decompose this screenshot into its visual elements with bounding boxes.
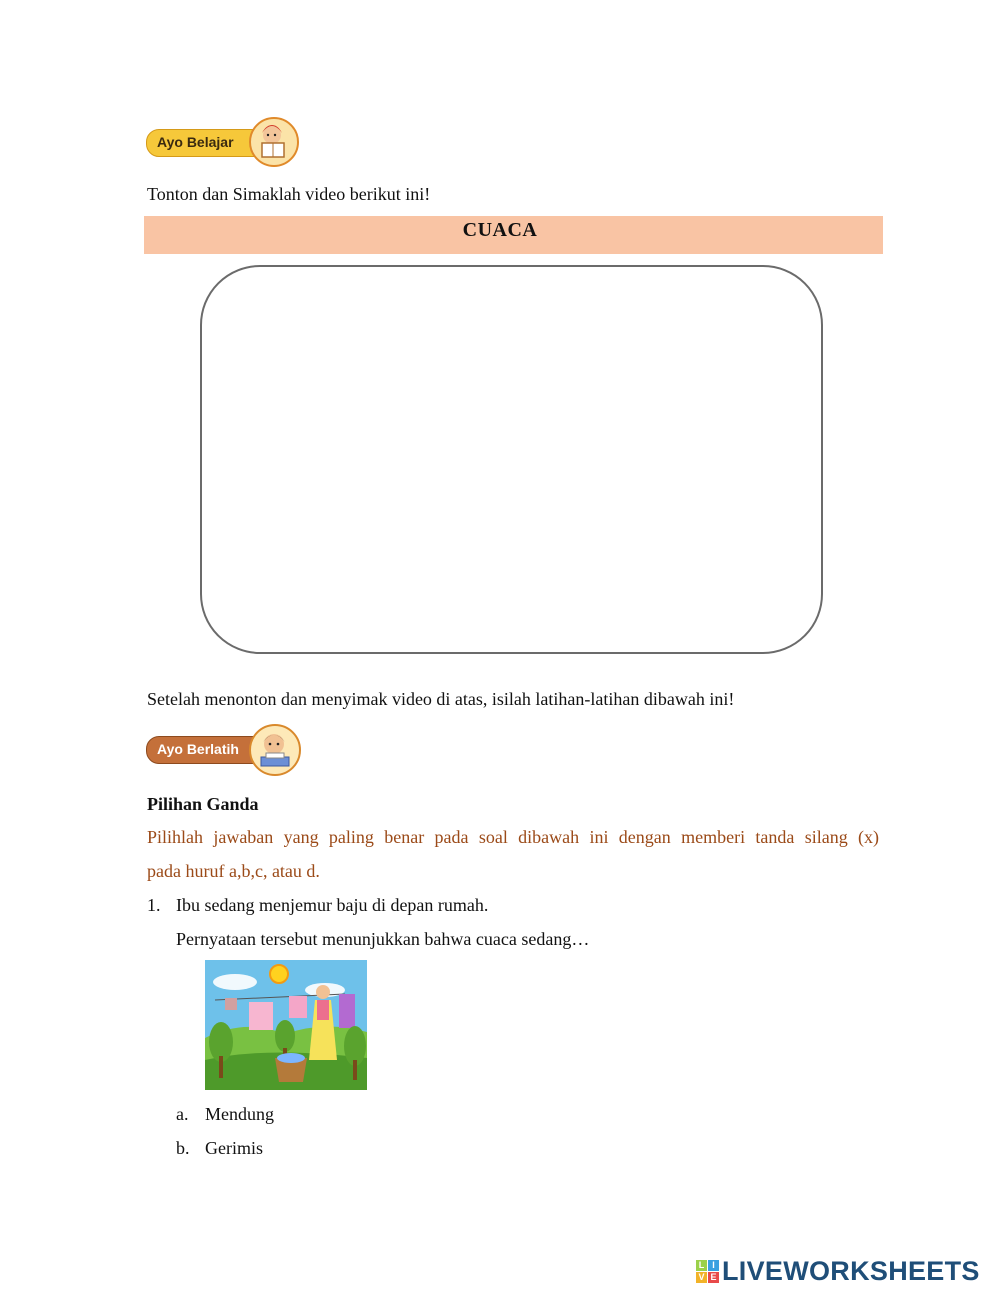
after-video-text: Setelah menonton dan menyimak video di atas, isilah latihan-latihan dibawah ini!	[147, 689, 735, 709]
intro-text: Tonton dan Simaklah video berikut ini!	[147, 184, 431, 204]
option-letter: b.	[176, 1138, 190, 1158]
cube-letter: E	[708, 1272, 719, 1283]
cube-letter: L	[696, 1260, 707, 1271]
video-player[interactable]	[200, 265, 823, 654]
question-text: Ibu sedang menjemur baju di depan rumah.	[176, 895, 489, 915]
question-number: 1.	[147, 895, 161, 915]
liveworksheets-logo[interactable]	[696, 1256, 980, 1286]
instruction-line-1: Pilihlah jawaban yang paling benar pada soal dibawah ini dengan memberi tanda silang (x)	[147, 827, 879, 847]
brand-name: LIVEWORKSHEETS	[722, 1256, 980, 1286]
banner-title: CUACA	[462, 219, 538, 241]
studying-boy-icon	[246, 722, 304, 778]
option-b-text[interactable]: Gerimis	[205, 1138, 263, 1158]
cube-letter: V	[696, 1272, 707, 1283]
logo-cube-icon	[696, 1260, 719, 1283]
badge-label: Ayo Berlatih	[157, 741, 239, 757]
option-a-text[interactable]: Mendung	[205, 1104, 274, 1124]
cube-letter: I	[708, 1260, 719, 1271]
section-heading: Pilihan Ganda	[147, 794, 259, 814]
badge-label: Ayo Belajar	[157, 134, 234, 150]
option-letter: a.	[176, 1104, 189, 1124]
instruction-line-2: pada huruf a,b,c, atau d.	[147, 861, 320, 881]
reading-girl-icon	[248, 115, 300, 169]
question-prompt: Pernyataan tersebut menunjukkan bahwa cuaca sedang…	[176, 929, 590, 949]
laundry-illustration	[205, 960, 367, 1090]
